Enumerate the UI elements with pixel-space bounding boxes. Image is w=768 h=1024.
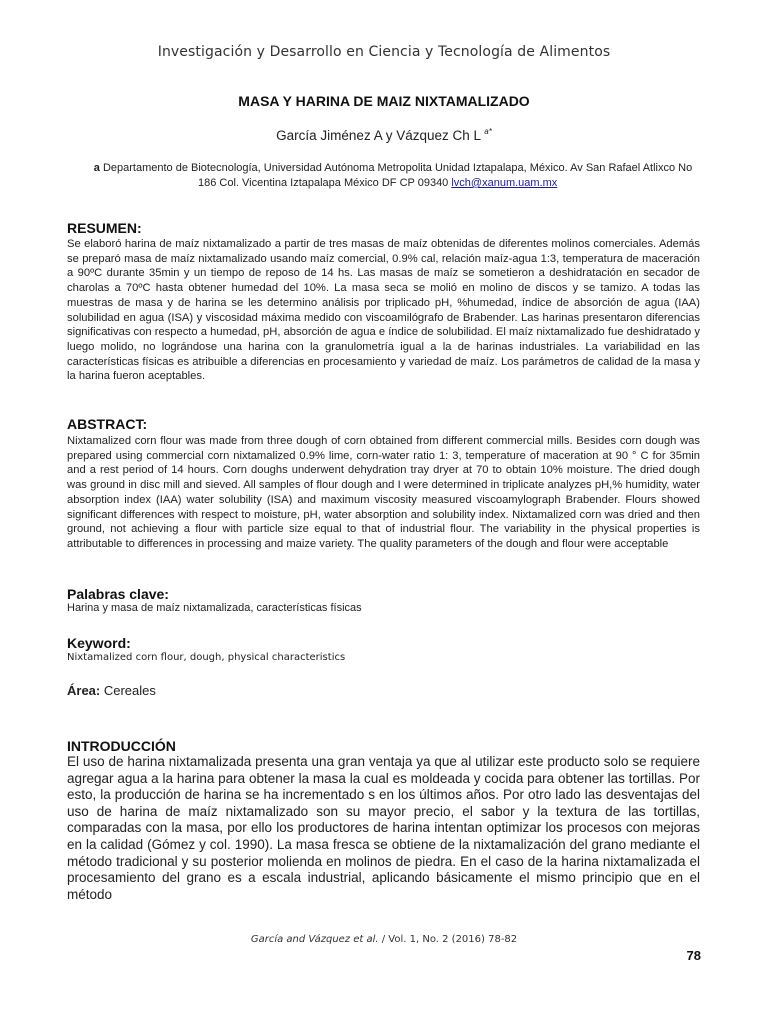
author-names: García Jiménez A y Vázquez Ch L — [276, 128, 481, 143]
keyword-text: Nixtamalized corn flour, dough, physical characteristics — [67, 652, 346, 663]
abstract-text: Nixtamalized corn flour was made from three dough of corn obtained from different commercial mills. Besides corn dough was prepared using commercial corn nixtamalized 0.9% lime, corn-water ratio 1: 3, temperature of maceration at 90 ° C for 35min and a rest period of 14 hours. Corn doughs underwent dehydration tray dryer at 70 to obtain 10% moisture. The dried dough was ground in disc mill and sieved. All samples of flour dough and I were determined in triplicate analyzes pH,% humidity, water absorption index (IAA) water solubility (ISA) and maximum viscosity measured viscoamylograph Brabender. Flours showed significant differences with respect to moisture, pH, water absorption and solubility index. Nixtamalized corn was dried and then ground, not achieving a flour with particle size equal to that of industrial flour. The variability in the physical properties is attributable to differences in processing and maize variety. The quality parameters of the dough and flour were acceptable — [67, 435, 700, 550]
affiliation-address: 186 Col. Vicentina Iztapalapa México DF CP 09340 — [198, 177, 452, 189]
area-value: Cereales — [100, 683, 156, 698]
author-superscript: a* — [484, 127, 492, 136]
page-number: 78 — [686, 948, 701, 963]
area-label: Área: — [67, 683, 101, 698]
footer-volume: / Vol. 1, No. 2 (2016) 78-82 — [378, 934, 518, 945]
resumen-heading: RESUMEN: — [67, 220, 142, 236]
resumen-text: Se elaboró harina de maíz nixtamalizado a partir de tres masas de maíz obtenidas de diferentes molinos comerciales. Además se preparó masa de maíz nixtamalizado usando maíz comercial, 0.9% cal, relación maíz-agua 1:3, temperatura de maceración a 90ºC durante 35min y un tiempo de reposo de 14 hs. Las masas de maíz se sometieron a deshidratación en secador de charolas a 70ºC hasta obtener humedad del 10%. La masa seca se molió en molino de discos y se tamizo. A todas las muestras de masa y de harina se les determino análisis por triplicado pH, %humedad, índice de absorción de agua (IAA) solubilidad en agua (ISA) y viscosidad máxima medido con viscoamilógrafo de Brabender. Las harinas presentaron diferencias significativas con respecto a humedad, pH, absorción de agua e índice de solubilidad. El maíz nixtamalizado fue deshidratado y luego molido, no lográndose una harina con la granulometría igual a la de harinas industriales. La variabilidad en las características físicas es atribuible a diferencias en procesamiento y variedad de maíz. Los parámetros de calidad de la masa y la harina fueron aceptables. — [67, 238, 700, 383]
affiliation-text: Departamento de Biotecnología, Universidad Autónoma Metropolita Unidad Iztapalapa, México. Av San Rafael Atlixco No — [102, 162, 693, 174]
palabras-heading: Palabras clave: — [67, 586, 169, 602]
intro-text: El uso de harina nixtamalizada presenta una gran ventaja ya que al utilizar este producto solo se requiere agregar agua a la harina para obtener la masa la cual es moldeada y cocida para obtener las tortillas. Por esto, la producción de harina se ha incrementado s en los últimos años. Por otro lado las desventajas del uso de harina de maíz nixtamalizado son su mayor precio, el sabor y la textura de las tortillas, comparadas con la masa, por ello los productores de harina intentan optimizar los procesos con mejoras en la calidad (Gómez y col. 1990). La masa fresca se obtiene de la nixtamalización del grano mediante el método tradicional y su posterior molienda en molinos de piedra. En el caso de la harina nixtamalizada el procesamiento del grano es a escala industrial, aplicando básicamente el mismo principio que en el método — [67, 754, 700, 902]
affiliation-superscript: a — [93, 162, 100, 174]
intro-heading: INTRODUCCIÓN — [67, 738, 176, 754]
area — [67, 683, 156, 698]
abstract-heading: ABSTRACT: — [67, 416, 148, 432]
affiliation — [80, 161, 706, 191]
affiliation-line-2 — [80, 176, 706, 191]
palabras-text: Harina y masa de maíz nixtamalizada, características físicas — [67, 602, 362, 614]
article-title: MASA Y HARINA DE MAIZ NIXTAMALIZADO — [238, 93, 530, 109]
affiliation-line-1 — [94, 162, 692, 174]
authors — [0, 127, 768, 143]
keyword-heading: Keyword: — [67, 635, 131, 651]
footer-citation — [0, 934, 768, 945]
email-link[interactable]: lvch@xanum.uam.mx — [451, 177, 558, 189]
journal-header: Investigación y Desarrollo en Ciencia y Tecnología de Alimentos — [157, 44, 611, 60]
footer-authors: García and Vázquez et al. — [250, 934, 379, 945]
